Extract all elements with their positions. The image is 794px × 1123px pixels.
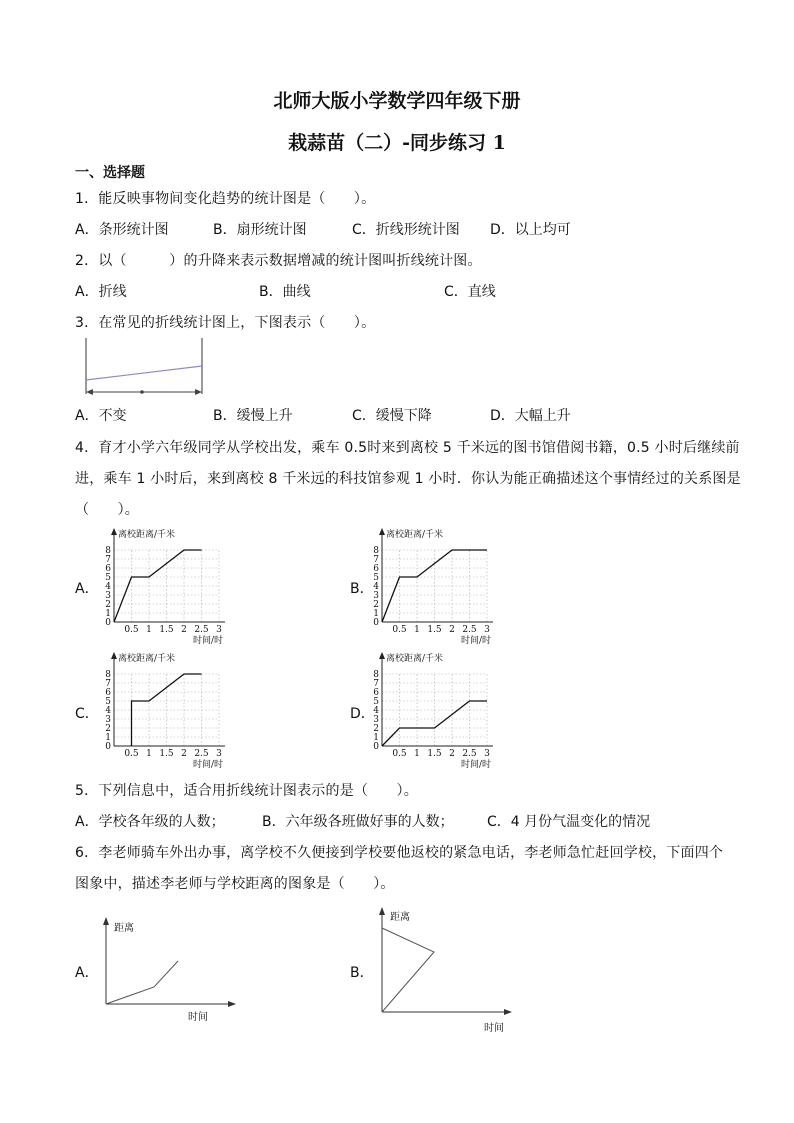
q6b-y-label: 距离 <box>390 912 410 923</box>
q6-option-a[interactable]: A． <box>75 965 99 981</box>
y-tick-label: 2 <box>373 600 379 610</box>
section-heading: 一、选择题 <box>75 165 145 181</box>
x-axis-label: 时间/时 <box>461 760 492 768</box>
y-tick-label: 6 <box>373 564 379 574</box>
x-tick-label: 1 <box>146 749 152 759</box>
page-title: 北师大版小学数学四年级下册 <box>273 90 521 112</box>
y-tick-label: 3 <box>373 591 379 601</box>
q6b-x-label: 时间 <box>484 1023 504 1034</box>
y-tick-label: 0 <box>105 618 111 628</box>
y-tick-label: 6 <box>105 688 111 698</box>
q5-option-b[interactable]: B．六年级各班做好事的人数； <box>262 814 454 830</box>
y-axis-arrow <box>379 528 385 535</box>
y-tick-label: 6 <box>373 688 379 698</box>
y-tick-label: 7 <box>105 555 111 565</box>
y-tick-label: 6 <box>105 564 111 574</box>
question-5-stem: 5．下列信息中，适合用折线统计图表示的是（ ）。 <box>75 783 418 799</box>
y-tick-label: 8 <box>105 670 111 680</box>
q5-option-c[interactable]: C．4 月份气温变化的情况 <box>487 814 651 830</box>
y-tick-label: 4 <box>373 582 379 592</box>
y-tick-label: 7 <box>105 679 111 689</box>
x-tick-label: 1.5 <box>427 625 442 635</box>
q5-option-a[interactable]: A．学校各年级的人数； <box>75 814 225 830</box>
page-subtitle: 栽蒜苗（二）-同步练习 1 <box>288 132 506 154</box>
y-tick-label: 1 <box>373 733 379 743</box>
q6-graph-a[interactable] <box>96 914 246 1024</box>
x-tick-label: 1 <box>414 749 420 759</box>
q3-option-d[interactable]: D．大幅上升 <box>490 408 571 424</box>
q6b-line <box>382 928 434 1012</box>
question-4-stem-line3: （ ）。 <box>75 502 139 518</box>
y-tick-label: 0 <box>373 742 379 752</box>
question-4-stem-line2: 进，乘车 1 小时后，来到离校 8 千米远的科技馆参观 1 小时．你认为能正确描述这个事情经过的关系图是 <box>75 471 741 487</box>
y-tick-label: 7 <box>373 679 379 689</box>
q4-graph-b[interactable] <box>368 526 518 644</box>
x-tick-label: 1.5 <box>427 749 442 759</box>
y-tick-label: 5 <box>105 697 111 707</box>
x-axis-label: 时间/时 <box>461 636 492 644</box>
x-tick-label: 0.5 <box>392 625 407 635</box>
y-tick-label: 5 <box>373 697 379 707</box>
question-6-stem-line2: 图象中，描述李老师与学校距离的图象是（ ）。 <box>75 876 395 892</box>
q3-option-a[interactable]: A．不变 <box>75 408 127 424</box>
question-6-stem-line1: 6．李老师骑车外出办事，离学校不久便接到学校要他返校的紧急电话，李老师急忙赶回学校，下面四个 <box>75 845 724 861</box>
q3-figure <box>80 336 210 400</box>
y-tick-label: 8 <box>373 546 379 556</box>
x-tick-label: 0.5 <box>124 749 139 759</box>
x-tick-label: 3 <box>484 625 490 635</box>
q2-option-a[interactable]: A．折线 <box>75 284 127 300</box>
y-tick-label: 4 <box>105 582 111 592</box>
y-tick-label: 3 <box>105 591 111 601</box>
x-tick-label: 1.5 <box>159 749 174 759</box>
y-tick-label: 1 <box>373 609 379 619</box>
x-tick-label: 2 <box>449 749 455 759</box>
q1-option-d[interactable]: D．以上均可 <box>490 222 571 238</box>
x-tick-label: 0.5 <box>124 625 139 635</box>
y-tick-label: 2 <box>105 600 111 610</box>
x-tick-label: 2.5 <box>194 749 209 759</box>
y-tick-label: 3 <box>105 715 111 725</box>
x-tick-label: 3 <box>216 625 222 635</box>
q6-graph-b[interactable] <box>372 904 522 1034</box>
q1-option-a[interactable]: A．条形统计图 <box>75 222 169 238</box>
y-axis-label: 离校距离/千米 <box>386 530 444 540</box>
y-tick-label: 5 <box>373 573 379 583</box>
y-tick-label: 3 <box>373 715 379 725</box>
y-tick-label: 0 <box>373 618 379 628</box>
q4-option-a[interactable]: A． <box>75 581 99 597</box>
y-tick-label: 8 <box>373 670 379 680</box>
q2-option-b[interactable]: B．曲线 <box>259 284 311 300</box>
q4-graph-a[interactable] <box>100 526 250 644</box>
q2-option-c[interactable]: C．直线 <box>444 284 496 300</box>
x-tick-label: 2 <box>181 749 187 759</box>
q3-option-b[interactable]: B．缓慢上升 <box>213 408 293 424</box>
question-2-stem: 2．以（ ）的升降来表示数据增减的统计图叫折线统计图。 <box>75 253 482 269</box>
x-tick-label: 1 <box>414 625 420 635</box>
x-tick-label: 0.5 <box>392 749 407 759</box>
x-tick-label: 1 <box>146 625 152 635</box>
question-3-stem: 3．在常见的折线统计图上，下图表示（ ）。 <box>75 315 376 331</box>
y-tick-label: 1 <box>105 609 111 619</box>
q4-option-c[interactable]: C． <box>75 706 99 722</box>
x-tick-label: 2.5 <box>194 625 209 635</box>
x-tick-label: 3 <box>216 749 222 759</box>
y-axis-arrow <box>111 528 117 535</box>
y-axis-arrow <box>111 652 117 659</box>
q1-option-b[interactable]: B．扇形统计图 <box>213 222 307 238</box>
x-tick-label: 2.5 <box>462 625 477 635</box>
q4-option-b[interactable]: B． <box>350 581 374 597</box>
y-axis-label: 离校距离/千米 <box>118 654 176 664</box>
q4-graph-d[interactable] <box>368 650 518 768</box>
x-tick-label: 2 <box>181 625 187 635</box>
y-tick-label: 0 <box>105 742 111 752</box>
question-1-stem: 1．能反映事物间变化趋势的统计图是（ ）。 <box>75 191 376 207</box>
y-tick-label: 5 <box>105 573 111 583</box>
q6-option-b[interactable]: B． <box>350 965 374 981</box>
q4-option-d[interactable]: D． <box>350 706 375 722</box>
q6a-x-label: 时间 <box>188 1012 208 1023</box>
y-tick-label: 2 <box>373 724 379 734</box>
y-axis-label: 离校距离/千米 <box>118 530 176 540</box>
y-tick-label: 4 <box>105 706 111 716</box>
x-axis-label: 时间/时 <box>193 636 224 644</box>
q6a-line <box>106 961 178 1004</box>
question-4-stem-line1: 4．育才小学六年级同学从学校出发，乘车 0.5时来到离校 5 千米远的图书馆借阅书籍，0.5 小时后继续前 <box>75 440 740 456</box>
y-tick-label: 1 <box>105 733 111 743</box>
y-tick-label: 2 <box>105 724 111 734</box>
x-tick-label: 2.5 <box>462 749 477 759</box>
q4-graph-c[interactable] <box>100 650 250 768</box>
q6a-y-label: 距离 <box>114 923 134 934</box>
q1-option-c[interactable]: C．折线形统计图 <box>352 222 460 238</box>
x-axis-label: 时间/时 <box>193 760 224 768</box>
y-tick-label: 4 <box>373 706 379 716</box>
y-axis-arrow <box>379 652 385 659</box>
x-tick-label: 1.5 <box>159 625 174 635</box>
q3-option-c[interactable]: C．缓慢下降 <box>352 408 432 424</box>
y-tick-label: 7 <box>373 555 379 565</box>
x-tick-label: 3 <box>484 749 490 759</box>
x-tick-label: 2 <box>449 625 455 635</box>
y-tick-label: 8 <box>105 546 111 556</box>
y-axis-label: 离校距离/千米 <box>386 654 444 664</box>
